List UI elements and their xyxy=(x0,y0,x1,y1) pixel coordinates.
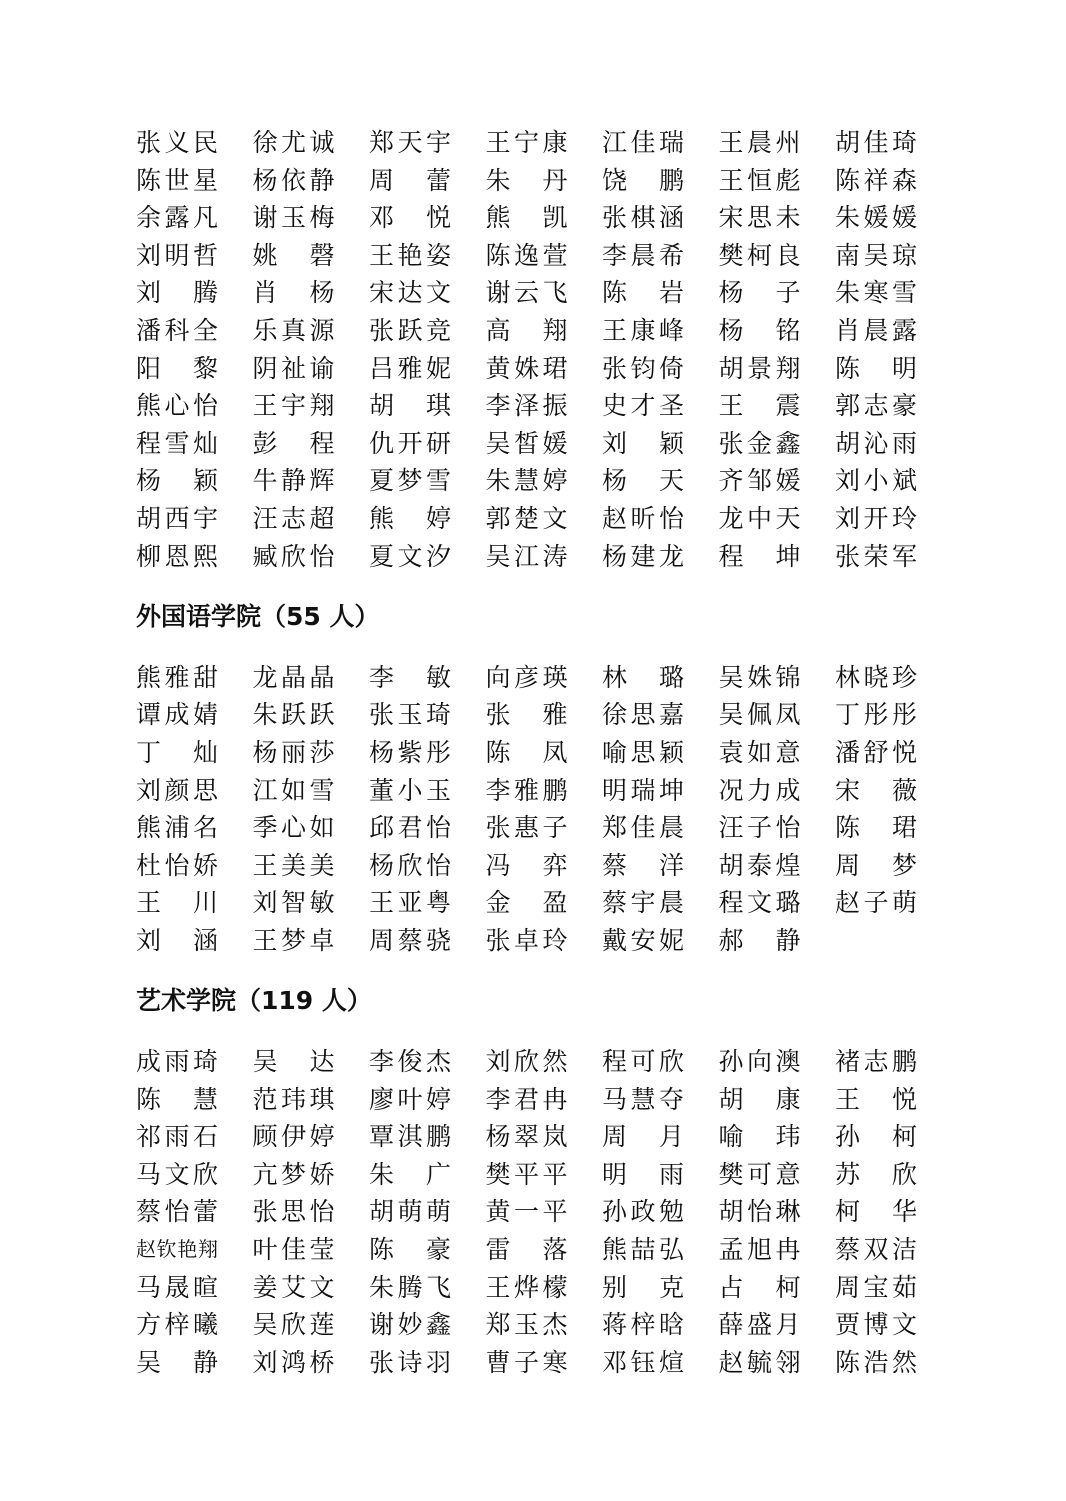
student-name: 占 柯 xyxy=(718,1272,801,1302)
student-name: 李 雅 鹏 xyxy=(485,775,568,805)
student-name: 杨 依 静 xyxy=(252,165,335,195)
student-name: 郑 天 宇 xyxy=(369,128,451,157)
student-name: 江 如 雪 xyxy=(252,775,335,805)
student-name: 明 瑞 坤 xyxy=(602,775,684,805)
student-name: 蔡 洋 xyxy=(602,850,684,880)
student-name: 刘 腾 xyxy=(136,278,218,308)
student-name: 袁 如 意 xyxy=(718,737,801,767)
student-name: 汪 志 超 xyxy=(252,503,335,533)
student-name: 柳 恩 熙 xyxy=(136,541,218,571)
student-name: 阴 祉 谕 xyxy=(252,353,335,383)
student-name: 姚 磬 xyxy=(252,240,335,270)
student-name: 吴 达 xyxy=(252,1047,335,1077)
student-name: 龙 晶 晶 xyxy=(252,662,335,692)
student-name: 孟 旭 冉 xyxy=(718,1235,801,1265)
student-name: 阳 黎 xyxy=(136,353,218,383)
student-name: 亢 梦 娇 xyxy=(252,1159,335,1189)
student-name: 史 才 圣 xyxy=(602,391,684,421)
student-name: 熊 心 怡 xyxy=(136,391,218,421)
student-name: 陈 凤 xyxy=(485,737,568,767)
student-name: 王 梦 卓 xyxy=(252,925,335,955)
student-name: 周 梦 xyxy=(835,850,917,880)
student-name: 李 敏 xyxy=(369,662,451,692)
student-name: 董 小 玉 xyxy=(369,775,451,805)
student-name: 郑 佳 晨 xyxy=(602,813,684,843)
student-name: 刘 小 斌 xyxy=(835,466,917,496)
student-name: 杨 建 龙 xyxy=(602,541,684,571)
student-name: 王 美 美 xyxy=(252,850,335,880)
student-name: 张 跃 竞 xyxy=(369,315,451,345)
student-name: 熊 喆 弘 xyxy=(602,1235,684,1265)
student-name: 张 卓 玲 xyxy=(485,925,568,955)
student-name: 牛 静 辉 xyxy=(252,466,335,496)
student-name: 孙 政 勉 xyxy=(602,1197,684,1227)
student-name: 臧 欣 怡 xyxy=(252,541,335,571)
student-name: 樊 可 意 xyxy=(718,1159,801,1189)
student-name: 王 宇 翔 xyxy=(252,391,335,421)
student-name: 胡 琪 xyxy=(369,391,451,421)
sections-container xyxy=(136,124,936,1381)
student-name: 刘 欣 然 xyxy=(485,1047,568,1077)
student-name: 胡 沁 雨 xyxy=(835,428,917,458)
student-name: 丁 彤 彤 xyxy=(835,700,917,730)
student-name: 柯 华 xyxy=(835,1197,917,1227)
student-name: 周 蕾 xyxy=(369,165,451,195)
student-name: 陈 明 xyxy=(835,353,917,383)
student-name: 薛 盛 月 xyxy=(718,1310,801,1340)
student-name: 王 艳 姿 xyxy=(369,240,451,270)
student-name: 张 钧 倚 xyxy=(602,353,684,383)
student-name: 熊 浦 名 xyxy=(136,813,218,843)
student-name: 陈 岩 xyxy=(602,278,684,308)
student-name: 樊 柯 良 xyxy=(718,240,801,270)
student-name: 陈 逸 萱 xyxy=(485,240,568,270)
student-name: 黄 一 平 xyxy=(485,1197,568,1227)
student-name: 张 义 民 xyxy=(136,128,218,157)
student-name: 饶 鹏 xyxy=(602,165,684,195)
student-name: 杨 紫 彤 xyxy=(369,737,451,767)
student-name: 王 晨 州 xyxy=(718,128,801,157)
name-grid xyxy=(136,124,936,575)
student-name: 肖 晨 露 xyxy=(835,315,917,345)
student-name: 丁 灿 xyxy=(136,737,218,767)
student-name: 谢 云 飞 xyxy=(485,278,568,308)
student-name: 朱 丹 xyxy=(485,165,568,195)
student-name: 熊 婷 xyxy=(369,503,451,533)
student-name: 杨 丽 莎 xyxy=(252,737,335,767)
name-grid xyxy=(136,1043,936,1381)
student-name: 谢 玉 梅 xyxy=(252,203,335,233)
student-name: 仇 开 研 xyxy=(369,428,451,458)
student-name: 夏 文 汐 xyxy=(369,541,451,571)
student-name: 徐 思 嘉 xyxy=(602,700,684,730)
student-name: 刘 颜 思 xyxy=(136,775,218,805)
student-name: 张 棋 涵 xyxy=(602,203,684,233)
student-name: 冯 弈 xyxy=(485,850,568,880)
student-name: 朱 媛 媛 xyxy=(835,203,917,233)
student-name: 胡 萌 萌 xyxy=(369,1197,451,1227)
student-name: 蒋 梓 晗 xyxy=(602,1310,684,1340)
student-name: 宋 薇 xyxy=(835,775,917,805)
student-name: 张 思 怡 xyxy=(252,1197,335,1227)
student-name: 姜 艾 文 xyxy=(252,1272,335,1302)
student-name: 赵 昕 怡 xyxy=(602,503,684,533)
student-name: 王 亚 粤 xyxy=(369,888,451,918)
student-name: 刘 涵 xyxy=(136,925,218,955)
student-name: 曹 子 寒 xyxy=(485,1347,568,1377)
student-name: 周 蔡 骁 xyxy=(369,925,451,955)
student-name: 张 金 鑫 xyxy=(718,428,801,458)
student-name: 张 雅 xyxy=(485,700,568,730)
student-name: 谭 成 婧 xyxy=(136,700,218,730)
student-name: 林 晓 珍 xyxy=(835,662,917,692)
student-name: 邓 钰 煊 xyxy=(602,1347,684,1377)
student-name: 况 力 成 xyxy=(718,775,801,805)
student-name: 樊 平 平 xyxy=(485,1159,568,1189)
student-name: 郑 玉 杰 xyxy=(485,1310,568,1340)
student-name: 范 玮 琪 xyxy=(252,1084,335,1114)
student-name: 张 诗 羽 xyxy=(369,1347,451,1377)
student-name: 朱 慧 婷 xyxy=(485,466,568,496)
student-name: 别 克 xyxy=(602,1272,684,1302)
student-name: 陈 祥 森 xyxy=(835,165,917,195)
student-name: 廖 叶 婷 xyxy=(369,1084,451,1114)
section-title: 外国语学院（55 人） xyxy=(136,602,380,632)
student-name: 王 恒 彪 xyxy=(718,165,801,195)
student-name: 黄 姝 珺 xyxy=(485,353,568,383)
student-name: 潘 科 全 xyxy=(136,315,218,345)
student-name: 赵 子 萌 xyxy=(835,888,917,918)
name-grid xyxy=(136,659,936,960)
student-name: 贾 博 文 xyxy=(835,1310,917,1340)
student-name: 戴 安 妮 xyxy=(602,925,684,955)
student-name: 李 君 冉 xyxy=(485,1084,568,1114)
student-name: 王 悦 xyxy=(835,1084,917,1114)
student-name: 谢 妙 鑫 xyxy=(369,1310,451,1340)
student-name: 胡 泰 煌 xyxy=(718,850,801,880)
student-name: 江 佳 瑞 xyxy=(602,128,684,157)
student-name: 向 彦 瑛 xyxy=(485,662,568,692)
student-name: 马 慧 夺 xyxy=(602,1084,684,1114)
student-name: 郭 志 豪 xyxy=(835,391,917,421)
name-list-page xyxy=(136,124,936,1381)
student-name: 刘 颖 xyxy=(602,428,684,458)
student-name: 徐 尤 诚 xyxy=(252,128,335,157)
student-name: 吴 姝 锦 xyxy=(718,662,801,692)
student-name: 陈 世 星 xyxy=(136,165,218,195)
student-name: 喻 玮 xyxy=(718,1122,801,1152)
student-name: 金 盈 xyxy=(485,888,568,918)
student-name: 汪 子 怡 xyxy=(718,813,801,843)
student-name: 蔡 怡 蕾 xyxy=(136,1197,218,1227)
student-name: 季 心 如 xyxy=(252,813,335,843)
student-name: 顾 伊 婷 xyxy=(252,1122,335,1152)
student-name: 朱 腾 飞 xyxy=(369,1272,451,1302)
student-name: 杨 子 xyxy=(718,278,801,308)
student-name: 潘 舒 悦 xyxy=(835,737,917,767)
section-gap xyxy=(136,636,936,659)
student-name: 胡 佳 琦 xyxy=(835,128,917,157)
student-name: 南 吴 琼 xyxy=(835,240,917,270)
student-name: 龙 中 天 xyxy=(718,503,801,533)
student-name: 杨 欣 怡 xyxy=(369,850,451,880)
student-name: 吴 静 xyxy=(136,1347,218,1377)
student-name: 褚 志 鹏 xyxy=(835,1047,917,1077)
student-name: 陈 浩 然 xyxy=(835,1347,917,1377)
student-name: 孙 柯 xyxy=(835,1122,917,1152)
student-name: 张 惠 子 xyxy=(485,813,568,843)
student-name: 朱 广 xyxy=(369,1159,451,1189)
student-name: 胡 西 宇 xyxy=(136,503,218,533)
student-name: 蔡 双 洁 xyxy=(835,1235,917,1265)
student-name: 熊 凯 xyxy=(485,203,568,233)
student-name: 程 可 欣 xyxy=(602,1047,684,1077)
student-name: 刘 开 玲 xyxy=(835,503,917,533)
student-name: 吴 欣 莲 xyxy=(252,1310,335,1340)
student-name: 杨 翠 岚 xyxy=(485,1122,568,1152)
section-title: 艺术学院（119 人） xyxy=(136,986,372,1016)
student-name: 赵 毓 翎 xyxy=(718,1347,801,1377)
student-name: 赵 钦 艳 翔 xyxy=(136,1237,218,1262)
student-name: 蔡 宇 晨 xyxy=(602,888,684,918)
student-name: 杨 铭 xyxy=(718,315,801,345)
student-name: 陈 珺 xyxy=(835,813,917,843)
student-name: 方 梓 曦 xyxy=(136,1310,218,1340)
student-name: 胡 怡 琳 xyxy=(718,1197,801,1227)
student-name: 林 璐 xyxy=(602,662,684,692)
student-name: 宋 思 未 xyxy=(718,203,801,233)
student-name: 肖 杨 xyxy=(252,278,335,308)
student-name: 李 俊 杰 xyxy=(369,1047,451,1077)
student-name: 高 翔 xyxy=(485,315,568,345)
student-name: 王 烨 檬 xyxy=(485,1272,568,1302)
student-name: 孙 向 澳 xyxy=(718,1047,801,1077)
student-name: 程 文 璐 xyxy=(718,888,801,918)
student-name: 夏 梦 雪 xyxy=(369,466,451,496)
student-name: 吴 佩 凤 xyxy=(718,700,801,730)
student-name: 熊 雅 甜 xyxy=(136,662,218,692)
student-name: 余 露 凡 xyxy=(136,203,218,233)
student-name: 喻 思 颖 xyxy=(602,737,684,767)
student-name: 叶 佳 莹 xyxy=(252,1235,335,1265)
student-name: 张 荣 军 xyxy=(835,541,917,571)
student-name: 祁 雨 石 xyxy=(136,1122,218,1152)
student-name: 覃 淇 鹏 xyxy=(369,1122,451,1152)
student-name: 李 晨 希 xyxy=(602,240,684,270)
student-name: 吴 江 涛 xyxy=(485,541,568,571)
student-name: 吕 雅 妮 xyxy=(369,353,451,383)
student-name: 邱 君 怡 xyxy=(369,813,451,843)
student-name: 周 月 xyxy=(602,1122,684,1152)
student-name: 王 宁 康 xyxy=(485,128,568,157)
student-name: 郝 静 xyxy=(718,925,801,955)
student-name: 杨 天 xyxy=(602,466,684,496)
student-name: 刘 智 敏 xyxy=(252,888,335,918)
student-name: 刘 明 哲 xyxy=(136,240,218,270)
student-name: 朱 寒 雪 xyxy=(835,278,917,308)
student-name: 邓 悦 xyxy=(369,203,451,233)
student-name: 马 晟 暄 xyxy=(136,1272,218,1302)
student-name: 齐 邹 媛 xyxy=(718,466,801,496)
student-name: 李 泽 振 xyxy=(485,391,568,421)
student-name: 彭 程 xyxy=(252,428,335,458)
student-name: 杜 怡 娇 xyxy=(136,850,218,880)
student-name: 胡 康 xyxy=(718,1084,801,1114)
student-name: 成 雨 琦 xyxy=(136,1047,218,1077)
student-name: 王 震 xyxy=(718,391,801,421)
section-gap xyxy=(136,959,936,982)
section-gap xyxy=(136,575,936,598)
student-name: 乐 真 源 xyxy=(252,315,335,345)
student-name: 程 雪 灿 xyxy=(136,428,218,458)
student-name: 朱 跃 跃 xyxy=(252,700,335,730)
student-name: 明 雨 xyxy=(602,1159,684,1189)
student-name: 宋 达 文 xyxy=(369,278,451,308)
student-name: 吴 皙 媛 xyxy=(485,428,568,458)
student-name: 刘 鸿 桥 xyxy=(252,1347,335,1377)
student-name: 苏 欣 xyxy=(835,1159,917,1189)
student-name: 马 文 欣 xyxy=(136,1159,218,1189)
student-name: 胡 景 翔 xyxy=(718,353,801,383)
student-name: 周 宝 茹 xyxy=(835,1272,917,1302)
student-name: 郭 楚 文 xyxy=(485,503,568,533)
student-name: 张 玉 琦 xyxy=(369,700,451,730)
student-name: 陈 豪 xyxy=(369,1235,451,1265)
student-name: 程 坤 xyxy=(718,541,801,571)
student-name: 王 康 峰 xyxy=(602,315,684,345)
student-name: 陈 慧 xyxy=(136,1084,218,1114)
student-name: 雷 落 xyxy=(485,1235,568,1265)
student-name: 杨 颖 xyxy=(136,466,218,496)
section-gap xyxy=(136,1020,936,1043)
student-name: 王 川 xyxy=(136,888,218,918)
